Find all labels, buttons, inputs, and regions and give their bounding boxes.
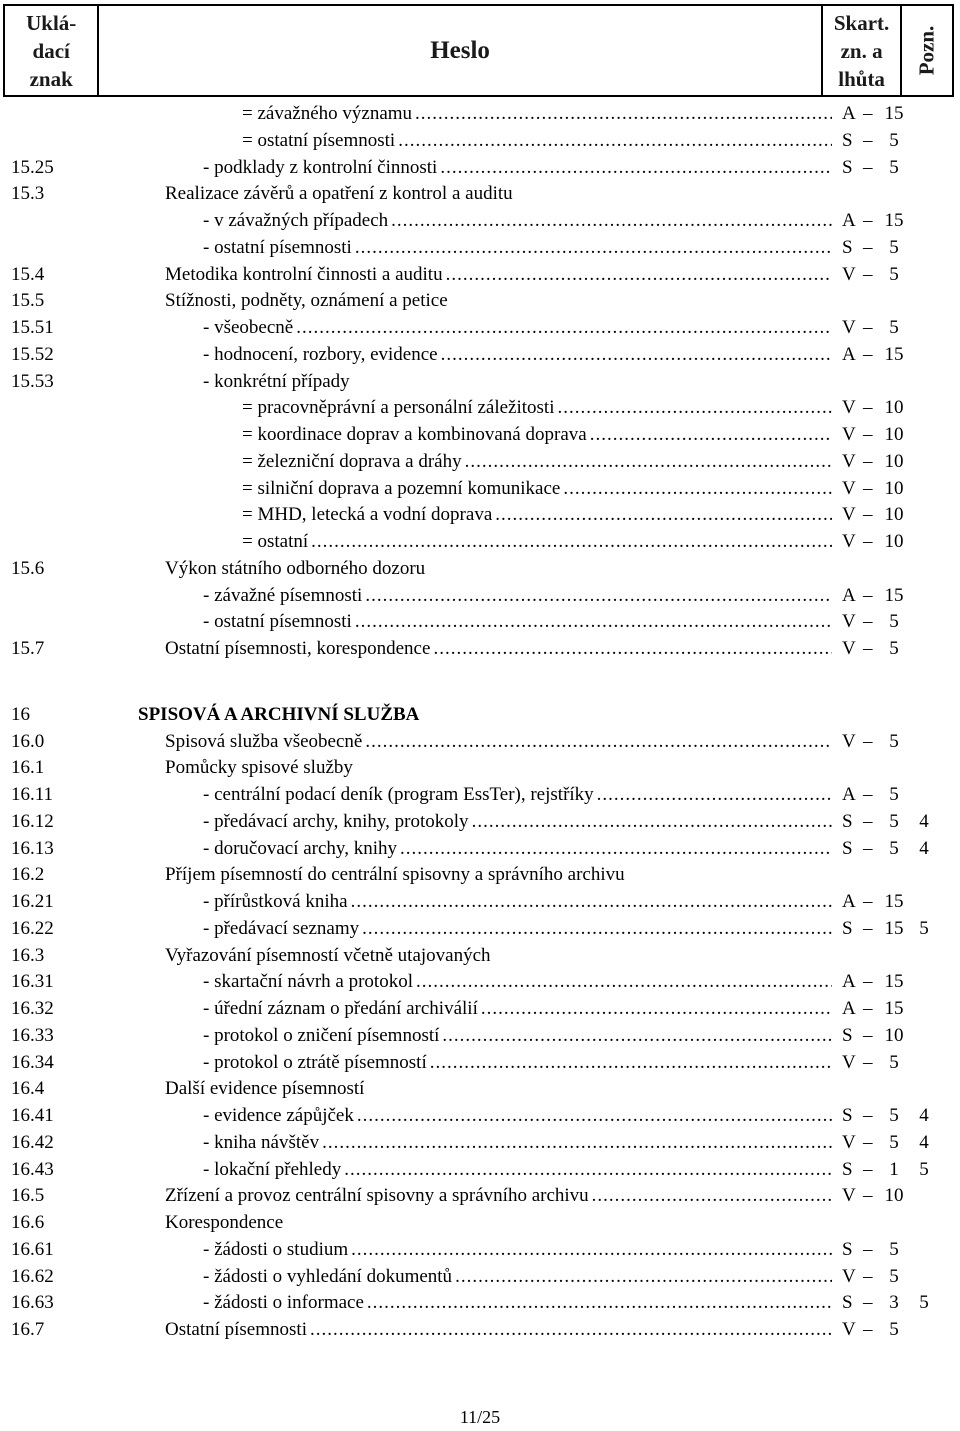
table-row (0, 701, 960, 728)
row-note: 4 (919, 1105, 929, 1126)
dot-leader (362, 915, 832, 942)
retention-kind: S (842, 1024, 853, 1046)
row-text: - všeobecně (203, 317, 294, 338)
table-row (0, 835, 960, 862)
retention-dash: – (863, 1319, 873, 1340)
retention-years: 3 (889, 1292, 899, 1314)
dot-leader (351, 888, 832, 915)
retention-years: 5 (889, 611, 899, 633)
row-text: = MHD, letecká a vodní doprava (242, 504, 493, 526)
row-text: Pomůcky spisové služby (165, 757, 353, 779)
retention-years: 10 (884, 1185, 904, 1207)
page-number: 11/25 (459, 1407, 501, 1427)
row-code: 16.31 (11, 971, 54, 993)
dot-leader (590, 421, 832, 448)
table-row (0, 528, 960, 555)
row-code: 15.4 (11, 263, 45, 285)
retention-kind: S (842, 917, 853, 939)
header-code-line: znak (29, 66, 73, 91)
table-row (0, 394, 960, 421)
dot-leader (455, 1263, 832, 1290)
table-row (0, 555, 960, 582)
retention-kind: V (842, 531, 856, 552)
dot-leader (442, 1022, 832, 1049)
row-code: 15.51 (11, 317, 54, 338)
row-text: Metodika kontrolní činnosti a auditu (165, 263, 443, 285)
retention-dash: – (863, 129, 873, 151)
table-row (0, 475, 960, 502)
header-code-column (5, 6, 99, 95)
dot-leader (400, 835, 832, 862)
table-row (0, 368, 960, 395)
table-row (0, 1156, 960, 1183)
table-row (0, 180, 960, 207)
row-code: 16.13 (11, 837, 54, 859)
row-text: - konkrétní případy (203, 370, 350, 392)
dot-leader (365, 728, 832, 755)
table-row (0, 1289, 960, 1316)
retention-kind: S (842, 1292, 853, 1314)
row-code: 16.0 (11, 730, 45, 752)
retention-kind: V (842, 1051, 856, 1073)
retention-dash: – (863, 1158, 873, 1180)
row-code: 16.5 (11, 1185, 45, 1207)
row-code: 16.1 (11, 757, 45, 779)
dot-leader (472, 808, 832, 835)
retention-dash: – (863, 611, 873, 633)
retention-kind: S (842, 1238, 853, 1260)
retention-dash: – (863, 810, 873, 832)
row-text: Příjem písemností do centrální spisovny a správního archivu (165, 864, 625, 886)
retention-kind: S (842, 129, 853, 151)
row-text: - podklady z kontrolní činnosti (203, 156, 438, 178)
retention-kind: V (842, 504, 856, 526)
dot-leader (398, 127, 832, 154)
retention-years: 15 (884, 971, 904, 993)
dot-leader (440, 154, 832, 181)
table-row (0, 808, 960, 835)
retention-years: 5 (889, 263, 899, 285)
table-row (0, 314, 960, 341)
table-row (0, 995, 960, 1022)
retention-dash: – (863, 1292, 873, 1314)
row-code: 16.42 (11, 1131, 54, 1153)
retention-dash: – (863, 1131, 873, 1153)
dot-leader (310, 1316, 832, 1343)
row-text: = ostatní (242, 531, 309, 552)
retention-kind: V (842, 263, 856, 285)
table-row (0, 1236, 960, 1263)
dot-leader (433, 635, 832, 662)
row-text: Realizace závěrů a opatření z kontrol a auditu (165, 183, 513, 205)
table-row (0, 781, 960, 808)
retention-years: 10 (884, 477, 904, 499)
table-row (0, 448, 960, 475)
row-text: = železniční doprava a dráhy (242, 450, 462, 472)
retention-kind: A (842, 784, 856, 805)
retention-dash: – (863, 638, 873, 659)
row-text: - předávací archy, knihy, protokoly (203, 810, 469, 832)
retention-kind: V (842, 317, 856, 338)
dot-leader (344, 1156, 832, 1183)
row-code: 16.6 (11, 1212, 45, 1233)
header-title-column (99, 6, 822, 95)
retention-years: 5 (889, 784, 899, 805)
retention-dash: – (863, 1265, 873, 1287)
retention-years: 5 (889, 638, 899, 659)
retention-years: 10 (884, 504, 904, 526)
retention-years: 5 (889, 730, 899, 752)
retention-dash: – (863, 730, 873, 752)
row-code: 16.43 (11, 1158, 54, 1180)
retention-kind: A (842, 584, 856, 606)
table-row (0, 1182, 960, 1209)
row-note: 4 (919, 810, 929, 832)
row-code: 16.33 (11, 1024, 54, 1046)
row-text: - protokol o zničení písemností (203, 1024, 440, 1046)
table-row (0, 582, 960, 609)
row-text: SPISOVÁ A ARCHIVNÍ SLUŽBA (138, 703, 420, 725)
retention-dash: – (863, 156, 873, 178)
row-text: Stížnosti, podněty, oznámení a petice (165, 290, 448, 312)
header-skart-line: zn. a (840, 38, 883, 63)
retention-kind: S (842, 156, 853, 178)
dot-leader (367, 1289, 832, 1316)
header-pozn-column (902, 6, 952, 95)
table-row (0, 1049, 960, 1076)
dot-leader (296, 314, 832, 341)
dot-leader (357, 1102, 832, 1129)
row-text: = ostatní písemnosti (242, 129, 396, 151)
retention-kind: V (842, 477, 856, 499)
retention-dash: – (863, 210, 873, 231)
retention-years: 15 (884, 584, 904, 606)
row-code: 15.25 (11, 156, 54, 178)
header-skart-line: Skart. (833, 10, 890, 35)
row-code: 16.4 (11, 1078, 45, 1100)
retention-dash: – (863, 504, 873, 526)
dot-leader (481, 995, 832, 1022)
table-row (0, 888, 960, 915)
row-text: - v závažných případech (203, 210, 389, 231)
table-row (0, 287, 960, 314)
row-text: = silniční doprava a pozemní komunikace (242, 477, 561, 499)
row-text: - žádosti o vyhledání dokumentů (203, 1265, 453, 1287)
row-code: 16.62 (11, 1265, 54, 1287)
dot-leader (446, 261, 832, 288)
table-row (0, 1102, 960, 1129)
table-row (0, 968, 960, 995)
row-text: = koordinace doprav a kombinovaná doprava (242, 424, 587, 445)
row-note: 5 (919, 917, 929, 939)
table-row (0, 341, 960, 368)
row-text: = závažného významu (242, 103, 413, 124)
retention-dash: – (863, 784, 873, 805)
retention-years: 10 (884, 450, 904, 472)
retention-dash: – (863, 837, 873, 859)
retention-years: 5 (889, 1131, 899, 1153)
retention-dash: – (863, 917, 873, 939)
retention-years: 10 (884, 397, 904, 419)
row-code: 15.5 (11, 290, 45, 312)
dot-leader (365, 582, 832, 609)
table-row (0, 421, 960, 448)
retention-dash: – (863, 103, 873, 124)
table-row (0, 942, 960, 969)
table-row (0, 608, 960, 635)
header-skart-column (823, 6, 903, 95)
row-text: - závažné písemnosti (203, 584, 363, 606)
row-code: 16.21 (11, 891, 54, 912)
row-text: - evidence zápůjček (203, 1105, 354, 1126)
retention-dash: – (863, 1185, 873, 1207)
retention-dash: – (863, 263, 873, 285)
retention-years: 5 (889, 317, 899, 338)
table-row (0, 207, 960, 234)
retention-years: 5 (889, 1238, 899, 1260)
table-header (3, 4, 954, 97)
row-text: Ostatní písemnosti (165, 1319, 307, 1340)
row-text: Výkon státního odborného dozoru (165, 557, 426, 579)
dot-leader (322, 1129, 832, 1156)
retention-dash: – (863, 477, 873, 499)
table-row (0, 127, 960, 154)
row-text: - doručovací archy, knihy (203, 837, 397, 859)
row-text: - ostatní písemnosti (203, 236, 352, 258)
row-code: 16.61 (11, 1238, 54, 1260)
header-pozn: Pozn. (914, 25, 939, 76)
retention-kind: A (842, 971, 856, 993)
dot-leader (415, 100, 832, 127)
retention-dash: – (863, 397, 873, 419)
table-row (0, 234, 960, 261)
retention-kind: V (842, 424, 856, 445)
row-code: 16 (11, 703, 30, 725)
table-row (0, 1022, 960, 1049)
table-row (0, 915, 960, 942)
row-code: 16.34 (11, 1051, 54, 1073)
retention-dash: – (863, 584, 873, 606)
row-text: - lokační přehledy (203, 1158, 342, 1180)
row-text: - ostatní písemnosti (203, 611, 352, 633)
row-code: 16.2 (11, 864, 45, 886)
dot-leader (311, 528, 832, 555)
retention-dash: – (863, 891, 873, 912)
retention-kind: V (842, 397, 856, 419)
retention-dash: – (863, 343, 873, 365)
table-row (0, 1316, 960, 1343)
row-text: - hodnocení, rozbory, evidence (203, 343, 438, 365)
retention-dash: – (863, 450, 873, 472)
dot-leader (557, 394, 832, 421)
row-text: Ostatní písemnosti, korespondence (165, 638, 431, 659)
retention-dash: – (863, 1105, 873, 1126)
header-code-line: Uklá- (26, 10, 77, 35)
retention-kind: S (842, 1158, 853, 1180)
table-row (0, 1209, 960, 1236)
retention-dash: – (863, 236, 873, 258)
row-text: - přírůstková kniha (203, 891, 348, 912)
retention-years: 15 (884, 998, 904, 1019)
retention-dash: – (863, 317, 873, 338)
retention-dash: – (863, 424, 873, 445)
table-row (0, 154, 960, 181)
row-text: - předávací seznamy (203, 917, 360, 939)
row-code: 15.52 (11, 343, 54, 365)
table-row (0, 728, 960, 755)
retention-kind: V (842, 1265, 856, 1287)
retention-kind: V (842, 611, 856, 633)
row-text: Zřízení a provoz centrální spisovny a správního archivu (165, 1185, 589, 1207)
retention-kind: A (842, 343, 856, 365)
row-note: 5 (919, 1158, 929, 1180)
table-row (0, 861, 960, 888)
row-text: - žádosti o studium (203, 1238, 349, 1260)
row-text: Korespondence (165, 1212, 284, 1233)
dot-leader (416, 968, 832, 995)
retention-kind: V (842, 730, 856, 752)
retention-dash: – (863, 1024, 873, 1046)
retention-years: 10 (884, 531, 904, 552)
row-code: 16.63 (11, 1292, 54, 1314)
retention-kind: A (842, 891, 856, 912)
dot-leader (441, 341, 832, 368)
table-row (0, 635, 960, 662)
dot-leader (597, 781, 832, 808)
row-text: - žádosti o informace (203, 1292, 364, 1314)
retention-years: 15 (884, 210, 904, 231)
row-text: - úřední záznam o předání archiválií (203, 998, 478, 1019)
dot-leader (495, 501, 832, 528)
retention-years: 1 (889, 1158, 899, 1180)
table-row (0, 1263, 960, 1290)
retention-years: 5 (889, 1319, 899, 1340)
retention-years: 5 (889, 810, 899, 832)
row-code: 16.3 (11, 944, 45, 966)
retention-kind: S (842, 1105, 853, 1126)
retention-kind: A (842, 210, 856, 231)
retention-years: 5 (889, 1265, 899, 1287)
retention-years: 5 (889, 1105, 899, 1126)
dot-leader (355, 234, 832, 261)
dot-leader (391, 207, 832, 234)
header-title: Heslo (430, 36, 490, 64)
retention-years: 15 (884, 103, 904, 124)
dot-leader (465, 448, 832, 475)
row-text: = pracovněprávní a personální záležitosti (242, 397, 555, 419)
dot-leader (563, 475, 832, 502)
retention-dash: – (863, 1238, 873, 1260)
table-row (0, 261, 960, 288)
row-text: Další evidence písemností (165, 1078, 365, 1100)
retention-years: 15 (884, 343, 904, 365)
retention-dash: – (863, 998, 873, 1019)
row-note: 5 (919, 1292, 929, 1314)
row-code: 16.22 (11, 917, 54, 939)
retention-years: 15 (884, 891, 904, 912)
retention-years: 5 (889, 156, 899, 178)
row-note: 4 (919, 1131, 929, 1153)
row-text: Vyřazování písemností včetně utajovaných (165, 944, 491, 966)
retention-kind: V (842, 1131, 856, 1153)
table-row (0, 100, 960, 127)
retention-kind: V (842, 1319, 856, 1340)
row-code: 16.7 (11, 1319, 45, 1340)
row-text: - skartační návrh a protokol (203, 971, 413, 993)
retention-dash: – (863, 531, 873, 552)
retention-kind: V (842, 450, 856, 472)
retention-years: 10 (884, 1024, 904, 1046)
retention-kind: S (842, 236, 853, 258)
retention-kind: A (842, 103, 856, 124)
row-code: 15.3 (11, 183, 45, 205)
row-code: 16.41 (11, 1105, 54, 1126)
retention-years: 5 (889, 236, 899, 258)
retention-years: 5 (889, 129, 899, 151)
retention-kind: V (842, 1185, 856, 1207)
dot-leader (430, 1049, 832, 1076)
table-row (0, 1129, 960, 1156)
header-skart-line: lhůta (838, 66, 885, 91)
dot-leader (592, 1182, 832, 1209)
retention-dash: – (863, 1051, 873, 1073)
retention-dash: – (863, 971, 873, 993)
retention-kind: S (842, 837, 853, 859)
table-row (0, 1075, 960, 1102)
row-code: 15.53 (11, 370, 54, 392)
row-note: 4 (919, 837, 929, 859)
dot-leader (351, 1236, 832, 1263)
retention-years: 5 (889, 837, 899, 859)
row-code: 15.7 (11, 638, 45, 659)
retention-kind: V (842, 638, 856, 659)
row-text: - centrální podací deník (program EssTer), rejstříky (203, 784, 594, 805)
row-code: 15.6 (11, 557, 45, 579)
row-code: 16.32 (11, 998, 54, 1019)
row-code: 16.11 (11, 784, 54, 805)
retention-kind: S (842, 810, 853, 832)
retention-kind: A (842, 998, 856, 1019)
retention-years: 15 (884, 917, 904, 939)
row-text: - protokol o ztrátě písemností (203, 1051, 427, 1073)
retention-years: 5 (889, 1051, 899, 1073)
header-code-line: dací (32, 38, 70, 63)
row-text: - kniha návštěv (203, 1131, 320, 1153)
retention-years: 10 (884, 424, 904, 445)
row-text: Spisová služba všeobecně (165, 730, 363, 752)
table-row (0, 754, 960, 781)
table-row (0, 501, 960, 528)
dot-leader (355, 608, 832, 635)
row-code: 16.12 (11, 810, 54, 832)
